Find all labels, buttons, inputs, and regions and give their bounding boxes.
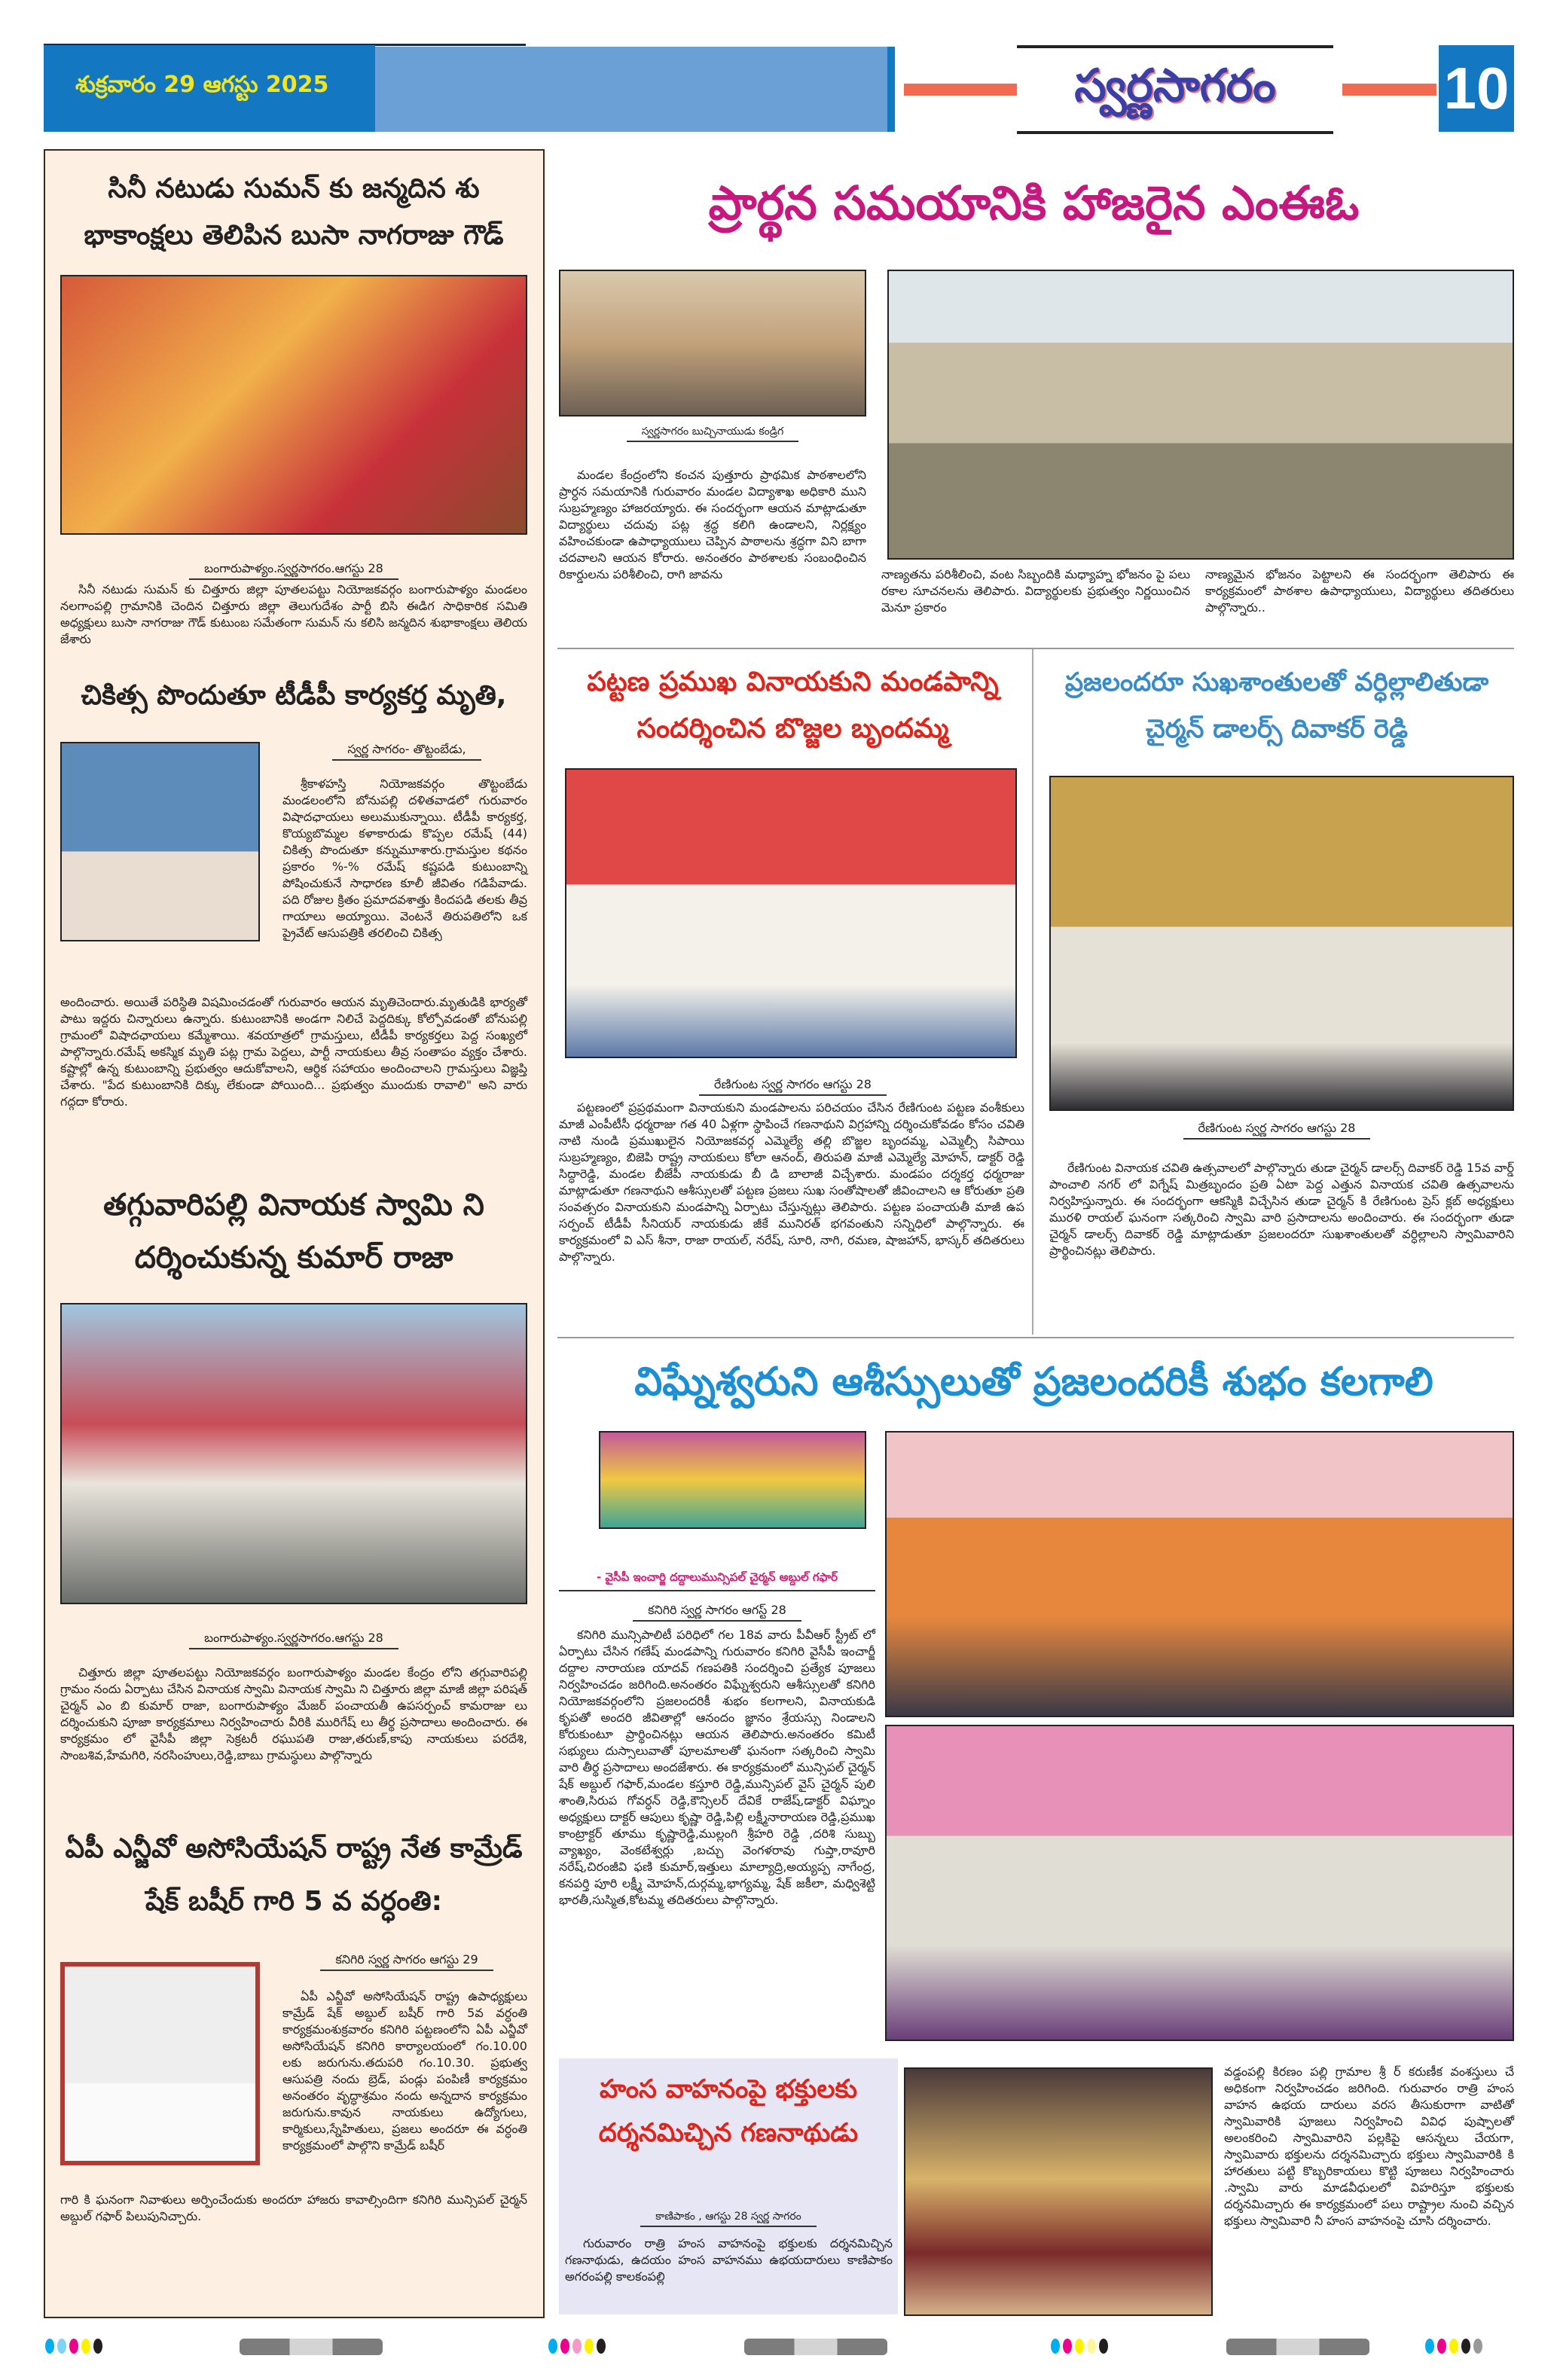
story-headline: చికిత్స పొందుతూ టీడీపీ కార్యకర్త మృతి, [81,680,507,711]
story-dateline: కాణిపాకం , ఆగస్టు 28 స్వర్ణ సాగరం [559,2211,898,2225]
photo-group-celebration [885,1725,1514,2041]
story-headline: తగ్గువారిపల్లి వినాయక స్వామి ని దర్శించుకున్న కుమార్ రాజా [103,1188,484,1275]
print-gray-bar [240,2339,383,2355]
section-divider [557,648,1514,649]
story-body: గురువారం రాత్రి హంస వాహనంపై భక్తులకు దర్శనమిచ్చిన గణనాథుడు, ఉదయం హంస వాహనము ఉభయదారులు కాణిపాకం అగరంపల్లి కాలకంపల్లి [565,2236,893,2284]
story-subhead: - వైసీపీ ఇంచార్జి దద్దాలుమున్సిపల్ చైర్మన్ అబ్దుల్ గఫార్ [559,1570,875,1591]
color-registration-marks [1425,2339,1482,2354]
header-banner [375,47,895,132]
story-dateline: రేణిగుంట స్వర్ణ సాగరం ఆగస్టు 28 [1040,1121,1514,1138]
header-dash [904,84,1017,96]
photo-meo-office [559,270,866,416]
print-gray-bar [744,2339,887,2355]
photo-suman-birthday [60,275,527,535]
color-registration-marks [548,2339,606,2354]
photo-basheer-portrait [60,1962,260,2165]
story-body-cont: అందించారు. అయితే పరిస్థితి విషమించడంతో గురువారం ఆయన మృతిచెందారు.మృతుడికి భార్యతో పాటు ఇద్దరు చిన్నారులు ఉన్నారు. కుటుంబానికి అండగా నిలిచే పెద్దదిక్కు కోల్పోవడంతో బోనుపల్లి గ్రామంలో విషాదఛాయలు కమ్మేశాయి. శవయాత్రలో గ్రామస్తులు, టీడీపీ కార్యకర్తలు పెద్ద సంఖ్యలో పాల్గొన్నారు.రమేష్ అకస్మిక మృతి పట్ల గ్రామ పెద్దలు, పార్టీ నాయకులు తీవ్ర సంతాపం వ్యక్తం చేశారు. కష్టాల్లో ఉన్న కుటుంబాన్ని ప్రభుత్వం ఆదుకోవాలని, ఆర్థిక సహాయం అందించాలని గ్రామస్తులు విజ్ఞప్తి చేశారు. "పేద కుటుంబానికి దిక్కు లేకుండా పోయింది... ప్రభుత్వం ముందుకు రావాలి" అని వారు గద్గదా కోరారు. [60,995,527,1109]
story-dateline: స్వర్ణ సాగరం- తొట్టంబేడు, [286,742,527,759]
story-dateline: కనిగిరి స్వర్ణ సాగరం ఆగస్టు 29 [286,1952,527,1970]
color-registration-marks [45,2339,102,2354]
photo-diwakar-reddy [1049,776,1514,1111]
story-body: శ్రీకాళహస్తి నియోజకవర్గం తొట్టంబేడు మండలంలోని బోనుపల్లి దళితవాడలో గురువారం విషాదఛాయలు అలుముకున్నాయి. టీడీపీ కార్యకర్త, కొయ్యబొమ్మల కళాకారుడు కొప్పల రమేష్ (44) చికిత్స పొందుతూ కన్నుమూశారు.గ్రామస్తుల కథనం ప్రకారం %-% రమేష్ కష్టపడి కుటుంబాన్ని పోషించుకునే సాధారణ కూలీ జీవితం గడిపేవాడు. పది రోజుల క్రితం ప్రమాదవశాత్తు కిందపడి తలకు తీవ్ర గాయాలు అయ్యాయి. వెంటనే తిరుపతిలోని ఒక ప్రైవేట్ ఆసుపత్రికి తరలించి చికిత్స [282,777,527,940]
story-body: ఏపీ ఎన్జీవో అసోసియేషన్ రాష్ట్ర ఉపాధ్యక్షులు కామ్రేడ్ షేక్ అబ్దుల్ బషీర్ గారి 5వ వర్ధంతి కార్యక్రమంశుక్రవారం కనిగిరి పట్టణంలోని ఏపీ ఎన్జీవో అసోసియేషన్ కనిగిరి కార్యాలయంలో గం.10.00 లకు జరుగును.తదుపరి గం.10.30. ప్రభుత్వ ఆసుపత్రి నందు బ్రెడ్, పండ్లు పంపిణీ కార్యక్రమం అనంతరం వృద్ధాశ్రమం నందు అన్నదాన కార్యక్రమం జరుగును.కావున నాయకులు ఉద్యోగులు, కార్మికులు,స్నేహితులు, ప్రజలు అందరూ ఈ వర్ధంతి కార్యక్రమంలో పాల్గొని కామ్రేడ్ బషీర్ [282,1989,527,2153]
story-headline: సినీ నటుడు సుమన్ కు జన్మదిన శు భాకాంక్షలు తెలిపిన బుసా నాగరాజు గౌడ్ [84,173,504,251]
story-body-cont: వడ్డంపల్లి కిరణం పల్లి గ్రామాల శ్రీ ర్ కరుణీక వంశస్తులు చే అధికంగా నిర్వహించడం జరిగింది. గురువారం రాత్రి హంస వాహన ఉభయ దారులు వరస తీసుకురాగా వాటితో స్వామివారికి పూజలు నిర్వహించి వివిధ పుష్పాలతో అలంకరించి స్వామివారిని పల్లకిపై ఆసన్నలు చేయగా, స్వామివారు భక్తులను దర్శనమిచ్చారు భక్తులు స్వామివారికి కి హారతులు పట్టి కొబ్బరికాయలు కొట్టి పూజలు నిర్వహించారు .స్వామి వారు మాడవీధులలో విహరిస్తూ భక్తులకు దర్శనమిచ్చారు ఈ కార్యక్రమంలో పలు రాష్ట్రాల నుంచి వచ్చిన భక్తులు స్వామివారి నీ హంస వాహనంపై చూసి దర్శించారు. [1224,2064,1514,2228]
story-body: మండల కేంద్రంలోని కంచన పుత్తూరు ప్రాథమిక పాఠశాలలోని ప్రార్ధన సమయానికి గురువారం మండల విద్యాశాఖ అధికారి ముని సుబ్రహ్మణ్యం హాజరయ్యారు. ఈ సందర్భంగా ఆయన మాట్లాడుతూ విద్యార్థులు చదువు పట్ల శ్రద్ధ కలిగి ఉండాలని, నిర్లక్ష్యం వహించకుండా ఉపాధ్యాయులు చెప్పిన పాఠాలను శ్రద్ధగా విని బాగా చదవాలని ఆయన కోరారు. అనంతరం పాఠశాలకు సంబంధించిన రికార్డులను పరిశీలించి, రాగి జావను [559,468,866,581]
story-body: రేణిగుంట వినాయక చవితి ఉత్సవాలలో పాల్గొన్నారు తుడా చైర్మన్ డాలర్స్ దివాకర్ రెడ్డి 15వ వార్డ్ పాంచాలి నగర్ లో విగ్నేష్ మిత్రబృందం ప్రతి ఏటా పెద్ద ఎత్తున వినాయక చవితి ఉత్సవాలను నిర్వహిస్తున్నారు. ఈ సందర్భంగా ఆకస్మికి విచ్చేసిన తుడా చైర్మన్ కి రేణిగుంట ప్రెస్ క్లబ్ అధ్యక్షులు మురళి రాయల్ ఘనంగా సత్కరించి స్వామి వారి ప్రసాదాలను అందించారు. ఈ సందర్భంగా తుడా చైర్మన్ డాలర్స్ దివాకర్ రెడ్డి మాట్లాడుతూ ప్రజలందరూ సుఖశాంతులతో వర్ధిల్లాలని స్వామివారిని ప్రార్థించినట్లు తెలిపారు. [1049,1161,1514,1258]
story-body: సినీ నటుడు సుమన్ కు చిత్తూరు జిల్లా పూతలపట్టు నియోజకవర్గం బంగారుపాళ్యం మండలం నలగాంపల్లి గ్రామానికి చెందిన చిత్తూరు జిల్లా తెలుగుదేశం పార్టీ బిసి ఈడిగ సాధికారిక సమితి అధ్యక్షులు బుసా నాగరాజు గౌడ్ కుటుంబ సమేతంగా సుమన్ ను కలిసి జన్మదిన శుభాకాంక్షలు తెలియ జేశారు [60,582,527,646]
story-headline: ఏపీ ఎన్జీవో అసోసియేషన్ రాష్ట్ర నేత కామ్రేడ్ షేక్ బషీర్ గారి 5 వ వర్ధంతి: [65,1833,523,1917]
story-body: చిత్తూరు జిల్లా పూతలపట్టు నియోజకవర్గం బంగారుపాళ్యం మండల కేంద్రం లోని తగ్గువారిపల్లి గ్రామం నందు ఏర్పాటు చేసిన వినాయక స్వామి వినాయక స్వామి ని చిత్తూరు జిల్లా మాజీ జిల్లా పరిషత్ చైర్మన్ ఎం బి కుమార్ రాజా, బంగారుపాళ్యం మేజర్ పంచాయతీ ఉపసర్పంచ్ కామరాజు లు దర్శించుకుని పూజా కార్యక్రమాలు నిర్వహించారు వీరికి మురిగేష్ లు తీర్థ ప్రసాదాలు అందించారు. ఈ కార్యక్రమం లో వైసీపీ జిల్లా సెక్రటరీ రఘుపతి రాజు,తరుణ్,కాపు నాయకులు పరదేశి, సాంబశివ,హేమగిరి, నరసింహులు,రెడ్డి,బాబు గ్రామస్థులు పాల్గొన్నారు [60,1665,527,1762]
story-headline: పట్టణ ప్రముఖ వినాయకుని మండపాన్ని సందర్శించిన బొజ్జల బృందమ్మ [587,667,999,744]
logo-text: స్వర్ణసాగరం [1074,60,1276,112]
main-headline: ప్రార్థన సమయానికి హాజరైన ఎంఈఓ [708,175,1360,230]
story-dateline: కనిగిరి స్వర్ణ సాగరం ఆగస్ట్ 28 [559,1603,875,1620]
photo-school-assembly [887,270,1514,560]
story-body: పట్టణంలో ప్రప్రథమంగా వినాయకుని మండపాలను పరిచయం చేసిన రేణిగుంట పట్టణ వంశీకులు మాజీ ఎంపీటీసీ ధర్మరాజు గత 40 ఏళ్లగా స్థాపించే గణనాథుని విగ్రహాన్ని దర్శించుకోవడం కోసం చవితి నాటి నుండి ప్రముఖులైన నియోజకవర్గ ఎమ్మెల్యే తల్లి బొజ్జల బృందమ్మ, ఎమ్మెల్సీ సిపాయి సుబ్రహ్మణ్యం, బిజెపి రాష్ట్ర నాయకులు కోలా ఆనంద్, తిరుపతి మాజీ ఎమ్మెల్యే మోహన్, డాక్టర్ రెడ్డి సిద్ధారెడ్డి, మండల బీజేపీ నాయకుడు బీ డి బాలాజీ విచ్చేశారు. మండపం దర్శకర్త ధర్మరాజు మాట్లాడుతూ గణనాథుని ఆశీస్సులతో పట్టణ ప్రజలు సుఖ సంతోషాలతో జీవించాలని ఆ కోరుతూ ప్రతి సంవత్సరం వినాయకుని మండపాన్ని ఏర్పాటు చేస్తున్నట్లు తెలిపారు. పట్టణ పంచాయతీ మాజీ ఉప సర్పంచ్ టీడీపీ సీనియర్ నాయకుడు జీకే మునిరత్ భగవంతుని సన్నిధిలో పాల్గొన్నారు. ఈ కార్యక్రమంలో వి ఎస్ శీనా, రాజా రాయల్, నరేష్, సూరి, నాగి, రమణ, షాజహాన్, భాస్కర్ తదితరులు పాల్గొన్నారు. [559,1100,1024,1264]
photo-group-felicitation [885,1431,1514,1717]
story-body: కనిగిరి మున్సిపాలిటీ పరిధిలో గల 18వ వారు పీవీఆర్ స్ట్రీట్ లో ఏర్పాటు చేసిన గణేష్ మండపాన్ని గురువారం కనిగిరి వైసీపీ ఇంచార్జీ దద్దాల నారాయణ యాదవ్ గణపతికి సందర్శించి ప్రత్యేక పూజలు నిర్వహించడం జరిగింది.అనంతరం విఘ్నేశ్వరుని ఆశీస్సులతో కనిగిరి నియోజకవర్గంలోని ప్రజలందరికీ శుభం కలగాలని, వినాయకుడి కృపతో అందరి జీవితాల్లో ఆనందం జ్ఞానం శ్రేయస్సు నిండాలని కోరుకుంటూ ప్రార్థించినట్లు ఆయన తెలిపారు.అనంతరం కమిటీ సభ్యులు దుస్సాలువాతో పూలమాలతో ఘనంగా సత్కరించి స్వామి వారి తీర్థ ప్రసాదాలు అందజేశారు. ఈ కార్యక్రమంలో మున్సిపల్ చైర్మన్ షేక్ అబ్దుల్ గఫార్,మండల కస్తూరి రెడ్డి,మున్సిపల్ వైస్ చైర్మన్ పులి శాంతి,సిరుప గోవర్ధన్ రెడ్డి,కౌన్సిలర్ దేవికే రాజేష్,డాక్టర్ విఘ్నాం అధ్యక్షులు దాక్టర్ ఆపులు కృష్ణా రెడ్డి,పిల్లి లక్ష్మీనారాయణ రెడ్డి,ప్రముఖ కాంట్రాక్టర్ తూము కృష్ణారెడ్డి,ముల్లంగి శ్రీహరి రెడ్డి ,దరిశి సుబ్బు వ్యాఖ్యం, వెంకటేశ్వర్లు ,బచ్చు వెంగళరావు గుప్తా,రావూరి నరేష్,చిరంజీవి ఫణి కుమార్,ఇత్తులు మాల్యాద్రి,అయ్యప్ప నాగేంద్ర, కనపర్తి పూరి లక్ష్మీ మోహన్,దుర్గమ్మ,భాగ్యమ్మ, షేక్ జకీలా, మధ్విశెట్టి భారతీ,సుస్మిత,కోటమ్మ తదితరులు పాల్గొన్నారు. [559,1628,875,1907]
story-headline: ప్రజలందరూ సుఖశాంతులతో వర్ధిల్లాలితుడా చైర్మన్ డాలర్స్ దివాకర్ రెడ్డి [1064,667,1489,744]
story-dateline: బంగారుపాళ్యం.స్వర్ణసాగరం.ఆగస్టు 28 [56,1631,531,1648]
masthead-logo [1017,45,1333,134]
print-gray-bar [1226,2339,1369,2355]
page-number: 10 [1439,45,1514,132]
story-headline: హంస వాహనంపై భక్తులకు దర్శనమిచ్చిన గణనాథుడు [598,2074,859,2148]
issue-date: శుక్రవారం 29 ఆగస్టు 2025 [75,72,329,98]
photo-ramesh-portrait [60,742,260,941]
color-registration-marks [1051,2339,1108,2354]
column-divider [1032,649,1033,1335]
story-body-cont: నాణ్యమైన భోజనం పెట్టాలని ఈ సందర్భంగా తెలిపారు ఈ కార్యక్రమంలో పాఠశాల ఉపాధ్యాయులు, విద్యార్థులు తదితరులు పాల్గొన్నారు.. [1205,567,1514,615]
story-dateline: స్వర్ణసాగరం బుచ్చినాయుడు కండ్రిగ [559,426,866,440]
photo-ganesh-mandapam [599,1431,866,1529]
story-dateline: రేణిగుంట స్వర్ణ సాగరం ఆగస్టు 28 [557,1077,1028,1094]
story-headline: విఘ్నేశ్వరుని ఆశీస్సులుతో ప్రజలందరికీ శుభం కలగాలి [634,1359,1433,1405]
photo-bojjala-visit [565,768,1017,1058]
header-dash [1342,84,1436,96]
section-divider [557,1337,1514,1338]
story-body-cont: గారి కి ఘనంగా నివాళులు అర్పించేందుకు అందరూ హాజరు కావాల్సిందిగా కనిగిరి మున్సిపల్ చైర్మన్ అబ్దుల్ గఫార్ పిలుపునిచ్చారు. [60,2192,527,2223]
photo-hamsa-vahanam [904,2067,1213,2316]
story-body-cont: నాణ్యతను పరిశీలించి, వంట సిబ్బందికి మధ్యాహ్న భోజనం పై పలు రకాల సూచనలను తెలిపారు. విద్యార్థులకు ప్రభుత్వం నిర్ణయించిన మెనూ ప్రకారం [881,567,1190,615]
photo-kumar-raja [60,1303,527,1604]
story-dateline: బంగారుపాళ్యం.స్వర్ణసాగరం.ఆగస్టు 28 [56,561,531,578]
